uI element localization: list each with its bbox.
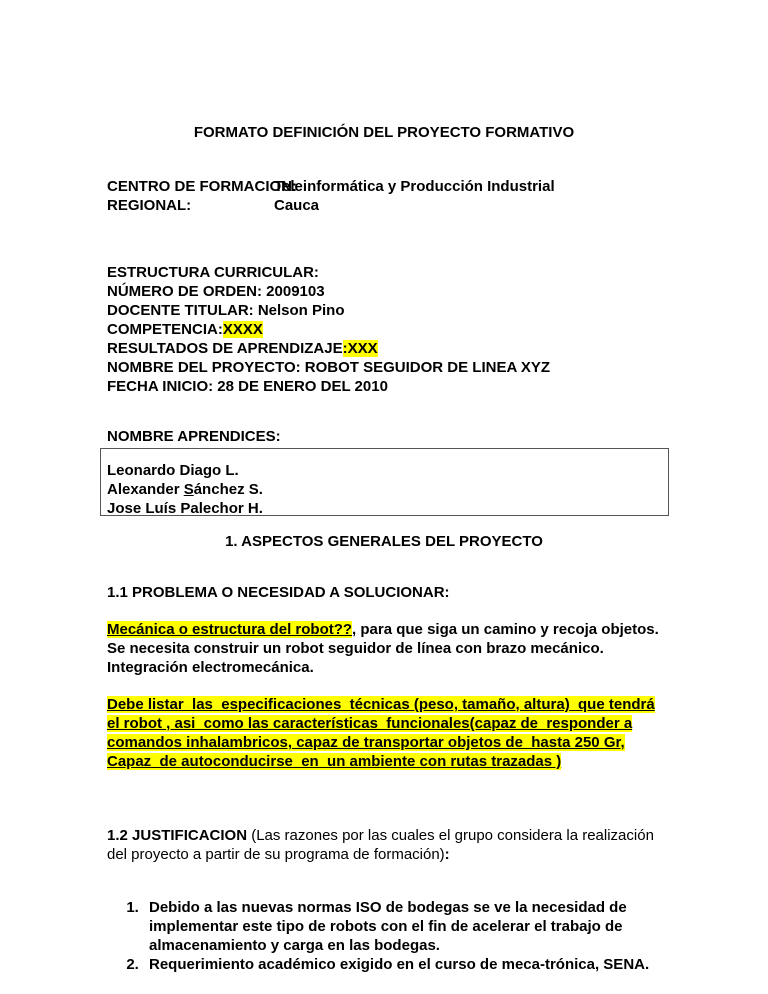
resultados	[107, 339, 550, 358]
problema-line1: , para que siga un camino y recoja objetos.	[352, 621, 659, 638]
aprendiz-name: Alexander	[107, 481, 184, 498]
aprendices-list	[107, 461, 263, 518]
aprendices-label: NOMBRE APRENDICES:	[107, 428, 281, 445]
resultados-value: :XXX	[342, 340, 378, 357]
aprendiz	[107, 461, 263, 480]
section-heading: 1. ASPECTOS GENERALES DEL PROYECTO	[225, 533, 543, 550]
info-block	[107, 263, 550, 396]
docente-titular: DOCENTE TITULAR: Nelson Pino	[107, 302, 345, 319]
nombre-proyecto: NOMBRE DEL PROYECTO: ROBOT SEGUIDOR DE LINEA XYZ	[107, 359, 551, 376]
fecha-inicio: FECHA INICIO: 28 DE ENERO DEL 2010	[107, 378, 388, 395]
specs-note	[107, 695, 655, 771]
centro-value: Teleinformática y Producción Industrial	[274, 178, 555, 195]
centro-row	[107, 177, 555, 196]
aprendiz	[107, 499, 263, 518]
regional-value: Cauca	[274, 197, 320, 214]
resultados-label: RESULTADOS DE APRENDIZAJE	[107, 340, 343, 357]
estructura-curricular: ESTRUCTURA CURRICULAR:	[107, 264, 319, 281]
justificacion-heading: 1.2 JUSTIFICACION	[107, 827, 248, 844]
justificacion-desc-2: del proyecto a partir de su programa de formación)	[107, 846, 445, 863]
justificacion-block	[107, 826, 654, 864]
note-line: comandos inhalambricos, capaz de transportar objetos de hasta 250 Gr,	[107, 734, 625, 751]
note-line: Capaz de autoconducirse en un ambiente con rutas trazadas )	[107, 753, 562, 770]
header-fields	[107, 177, 555, 215]
regional-label: REGIONAL:	[107, 197, 192, 214]
aprendiz-name: Leonardo Diago L.	[107, 462, 239, 479]
aprendiz-name-underlined: S	[183, 481, 194, 498]
note-line: el robot , asi como las características funcionales(capaz de responder a	[107, 715, 633, 732]
aprendiz-name: Jose Luís Palechor H.	[107, 500, 263, 517]
problema-heading: 1.1 PROBLEMA O NECESIDAD A SOLUCIONAR:	[107, 584, 450, 601]
justificacion-item: 1. Debido a las nuevas normas ISO de bodegas se ve la necesidad de implementar este tipo de robots con el fin de acelerar el trabajo de almacenamiento y carga en las bodegas.	[143, 898, 667, 955]
competencia-label: COMPETENCIA:	[107, 321, 223, 338]
justificacion-colon: :	[444, 846, 450, 863]
document-title: FORMATO DEFINICIÓN DEL PROYECTO FORMATIVO	[193, 124, 575, 141]
problema-highlight: Mecánica o estructura del robot??	[107, 621, 353, 638]
justificacion-item: 2. Requerimiento académico exigido en el curso de meca-trónica, SENA.	[143, 955, 667, 974]
aprendiz-name-rest: ánchez S.	[193, 481, 263, 498]
problema-line2: Se necesita construir un robot seguidor de línea con brazo mecánico.	[107, 640, 604, 657]
aprendiz	[107, 480, 263, 499]
justificacion-desc-1: (Las razones por las cuales el grupo considera la realización	[247, 827, 654, 844]
justificacion-list	[107, 898, 667, 974]
problema-line3: Integración electromecánica.	[107, 659, 314, 676]
note-line: Debe listar las especificaciones técnicas (peso, tamaño, altura) que tendrá	[107, 696, 655, 713]
numero-orden: NÚMERO DE ORDEN: 2009103	[107, 283, 325, 300]
problema-text	[107, 620, 659, 677]
regional-row	[107, 196, 555, 215]
centro-label: CENTRO DE FORMACION:	[107, 178, 297, 195]
competencia-value: XXXX	[222, 321, 263, 338]
competencia	[107, 320, 550, 339]
